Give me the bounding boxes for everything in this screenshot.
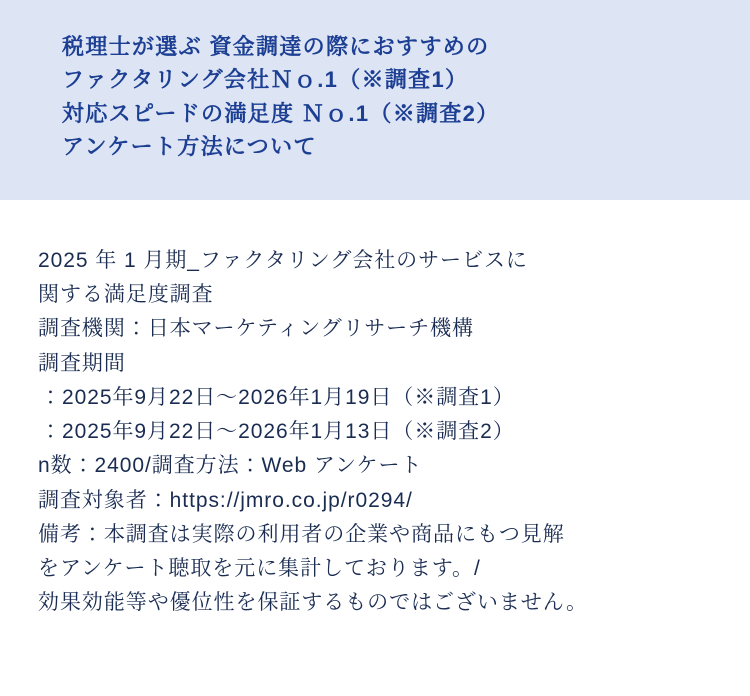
page-title-line-4: アンケート方法について	[62, 134, 317, 160]
survey-note-3: 効果効能等や優位性を保証するものではございません。	[38, 591, 588, 615]
header-banner	[0, 0, 750, 200]
survey-target-url: 調査対象者：https://jmro.co.jp/r0294/	[38, 488, 413, 512]
survey-period-label: 調査期間	[38, 351, 126, 375]
survey-note-1: 備考：本調査は実際の利用者の企業や商品にもつ見解	[38, 522, 565, 546]
survey-line-1: 2025 年 1 月期_ファクタリング会社のサービスに	[38, 249, 528, 272]
page-title-line-1: 税理士が選ぶ 資金調達の際におすすめの	[62, 34, 490, 59]
survey-details	[0, 200, 750, 620]
survey-note-2: をアンケート聴取を元に集計しております。/	[38, 556, 481, 580]
survey-sample-method: n数：2400/調査方法：Web アンケート	[38, 454, 423, 478]
page-title-line-3: 対応スピードの満足度 Ｎｏ.1（※調査2）	[62, 100, 500, 126]
survey-period-2: ：2025年9月22日〜2026年1月13日（※調査2）	[40, 420, 515, 444]
survey-line-2: 関する満足度調査	[38, 283, 214, 307]
page-title-line-2: ファクタリング会社Ｎｏ.1（※調査1）	[62, 67, 469, 93]
survey-organization: 調査機関：日本マーケティングリサーチ機構	[38, 317, 474, 341]
survey-period-1: ：2025年9月22日〜2026年1月19日（※調査1）	[40, 385, 515, 409]
